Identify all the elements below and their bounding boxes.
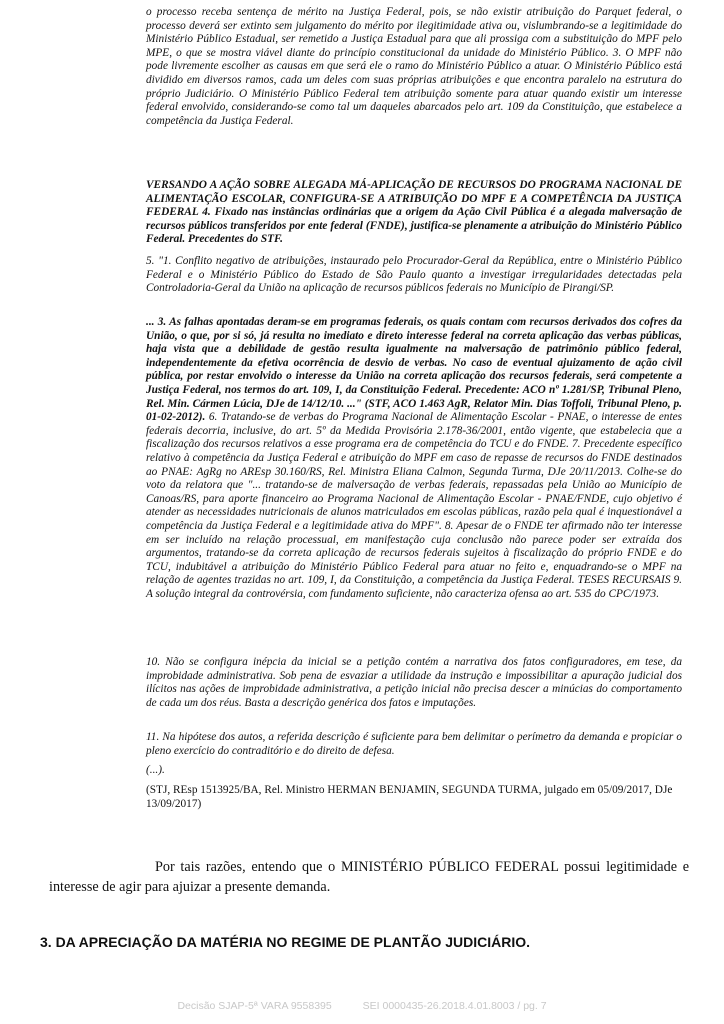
page-footer	[0, 1000, 724, 1012]
quote-paragraph: o processo receba sentença de mérito na Justiça Federal, pois, se não existir atribuição do Parquet federal, o processo deverá ser extinto sem julgamento do mérito por ilegitimidade ativa ou, vislumbrando-se a legitimidade do Ministério Público Estadual, ser remetido a Justiça Estadual para que ali prossiga com a substituição do MPF pelo MPE, o que se mostra viável diante do princípio constitucional da unidade do Ministério Público. 3. O MPF não pode livremente escolher as causas em que será ele o ramo do Ministério Público a atuar. O Ministério Público está dividido em diversos ramos, cada um deles com suas próprias atribuições e que encontra paralelo na estrutura do próprio Judiciário. O Ministério Público Federal tem atribuição somente para atuar quando existir um interesse federal envolvido, considerando-se como tal um daqueles abarcados pelo art. 109 da Constituição, que estabelece a competência da Justiça Federal.	[146, 6, 682, 127]
footer-process-page: SEI 0000435-26.2018.4.01.8003 / pg. 7	[362, 1000, 547, 1012]
quote-ellipsis: (...).	[146, 764, 165, 776]
section-heading: 3. DA APRECIAÇÃO DA MATÉRIA NO REGIME DE PLANTÃO JUDICIÁRIO.	[40, 934, 531, 950]
quote-paragraph: 5. "1. Conflito negativo de atribuições, instaurado pelo Procurador-Geral da República, entre o Ministério Público Federal e o Ministério Público do Estado de São Paulo quanto a investigar irregularidades detectadas pela Controladoria-Geral da União na aplicação de recursos públicos federais no Município de Pirangi/SP.	[146, 255, 682, 295]
quote-excerpt: 6. Tratando-se de verbas do Programa Nacional de Alimentação Escolar - PNAE, o interesse de entes federais decorria, inclusive, do art. 5º da Medida Provisória 2.178-36/2001, então vigente, que estabelecia que a fiscalização dos recursos relativos a esse programa era de competência do TCU e do FNDE. 7. Precedente específico relativo à competência da Justiça Federal e atribuição do MPF em caso de repasse de recursos do FNDE destinados ao PNAE: AgRg no AREsp 30.160/RS, Rel. Ministra Eliana Calmon, Segunda Turma, DJe 20/11/2013. Colhe-se do voto da relatora que "... tratando-se de malversação de verbas federais, repassadas pela União ao Município de Canoas/RS, para aporte financeiro ao Programa Nacional de Alimentação Escolar - PNAE/FNDE, cujo objetivo é atender as necessidades nutricionais de alunos matriculados em escolas públicas, razão pela qual é inquestionável a competência da Justiça Federal e a legitimidade ativa do MPF". 8. Apesar de o FNDE ter afirmado não ter interesse em ser incluído na relação processual, em manifestação cuja conclusão não parece poder ser extraída dos argumentos, tratando-se da correta aplicação de recursos federais sujeitos à fiscalização do próprio FNDE e do TCU, indubitável a atribuição do Ministério Público Federal para atuar no feito e, enquadrando-se o MPF na relação de agentes trazidas no art. 109, I, da Constituição, a competência da Justiça Federal. TESES RECURSAIS 9. A solução integral da controvérsia, com fundamento suficiente, não caracteriza ofensa ao art. 535 do CPC/1973.	[146, 411, 682, 600]
footer-document-id: Decisão SJAP-5ª VARA 9558395	[177, 1000, 332, 1012]
quote-paragraph: 10. Não se configura inépcia da inicial se a petição contém a narrativa dos fatos configuradores, em tese, da improbidade administrativa. Sob pena de esvaziar a utilidade da instrução e impossibilitar a apuração judicial dos ilícitos nas ações de improbidade administrativa, a petição inicial não precisa descer a minúcias do comportamento de cada um dos réus. Basta a descrição genérica dos fatos e imputações.	[146, 656, 682, 709]
quote-paragraph-bold: VERSANDO A AÇÃO SOBRE ALEGADA MÁ-APLICAÇÃO DE RECURSOS DO PROGRAMA NACIONAL DE ALIMENTAÇÃO ESCOLAR, CONFIGURA-SE A ATRIBUIÇÃO DO MPF E A COMPETÊNCIA DA JUSTIÇA FEDERAL 4. Fixado nas instâncias ordinárias que a origem da Ação Civil Pública é a alegada malversação de recursos públicos transferidos por ente federal (FNDE), justifica-se plenamente a atribuição do Ministério Público Federal. Precedentes do STF.	[146, 179, 682, 246]
quote-bold-excerpt: ... 3. As falhas apontadas deram-se em programas federais, os quais contam com recursos derivados dos cofres da União, o que, por si só, já resulta no imediato e direto interesse federal na correta aplicação das verbas públicas, haja vista que a debilidade de gestão resulta igualmente na malversação de patrimônio público federal, independentemente da efetiva ocorrência de desvio de verbas. No caso de eventual ajuizamento de ação civil pública, por restar envolvido o interesse da União na correta aplicação dos recursos federais, será competente a Justiça Federal, nos termos do art. 109, I, da Constituição Federal. Precedente: ACO nº 1.281/SP, Tribunal Pleno, Rel. Min. Cármen Lúcia, DJe de 14/12/10. ..." (STF, ACO 1.463 AgR, Relator Min. Dias Toffoli, Tribunal Pleno, p. 01-02-2012).	[146, 316, 682, 424]
quote-paragraph: 11. Na hipótese dos autos, a referida descrição é suficiente para bem delimitar o perímetro da demanda e propiciar o pleno exercício do contraditório e do direito de defesa.	[146, 731, 682, 757]
case-citation: (STJ, REsp 1513925/BA, Rel. Ministro HERMAN BENJAMIN, SEGUNDA TURMA, julgado em 05/09/2017, DJe 13/09/2017)	[146, 784, 673, 810]
conclusion-paragraph: Por tais razões, entendo que o MINISTÉRIO PÚBLICO FEDERAL possui legitimidade e interesse de agir para ajuizar a presente demanda.	[49, 859, 689, 895]
quote-paragraph-mixed	[146, 316, 682, 601]
